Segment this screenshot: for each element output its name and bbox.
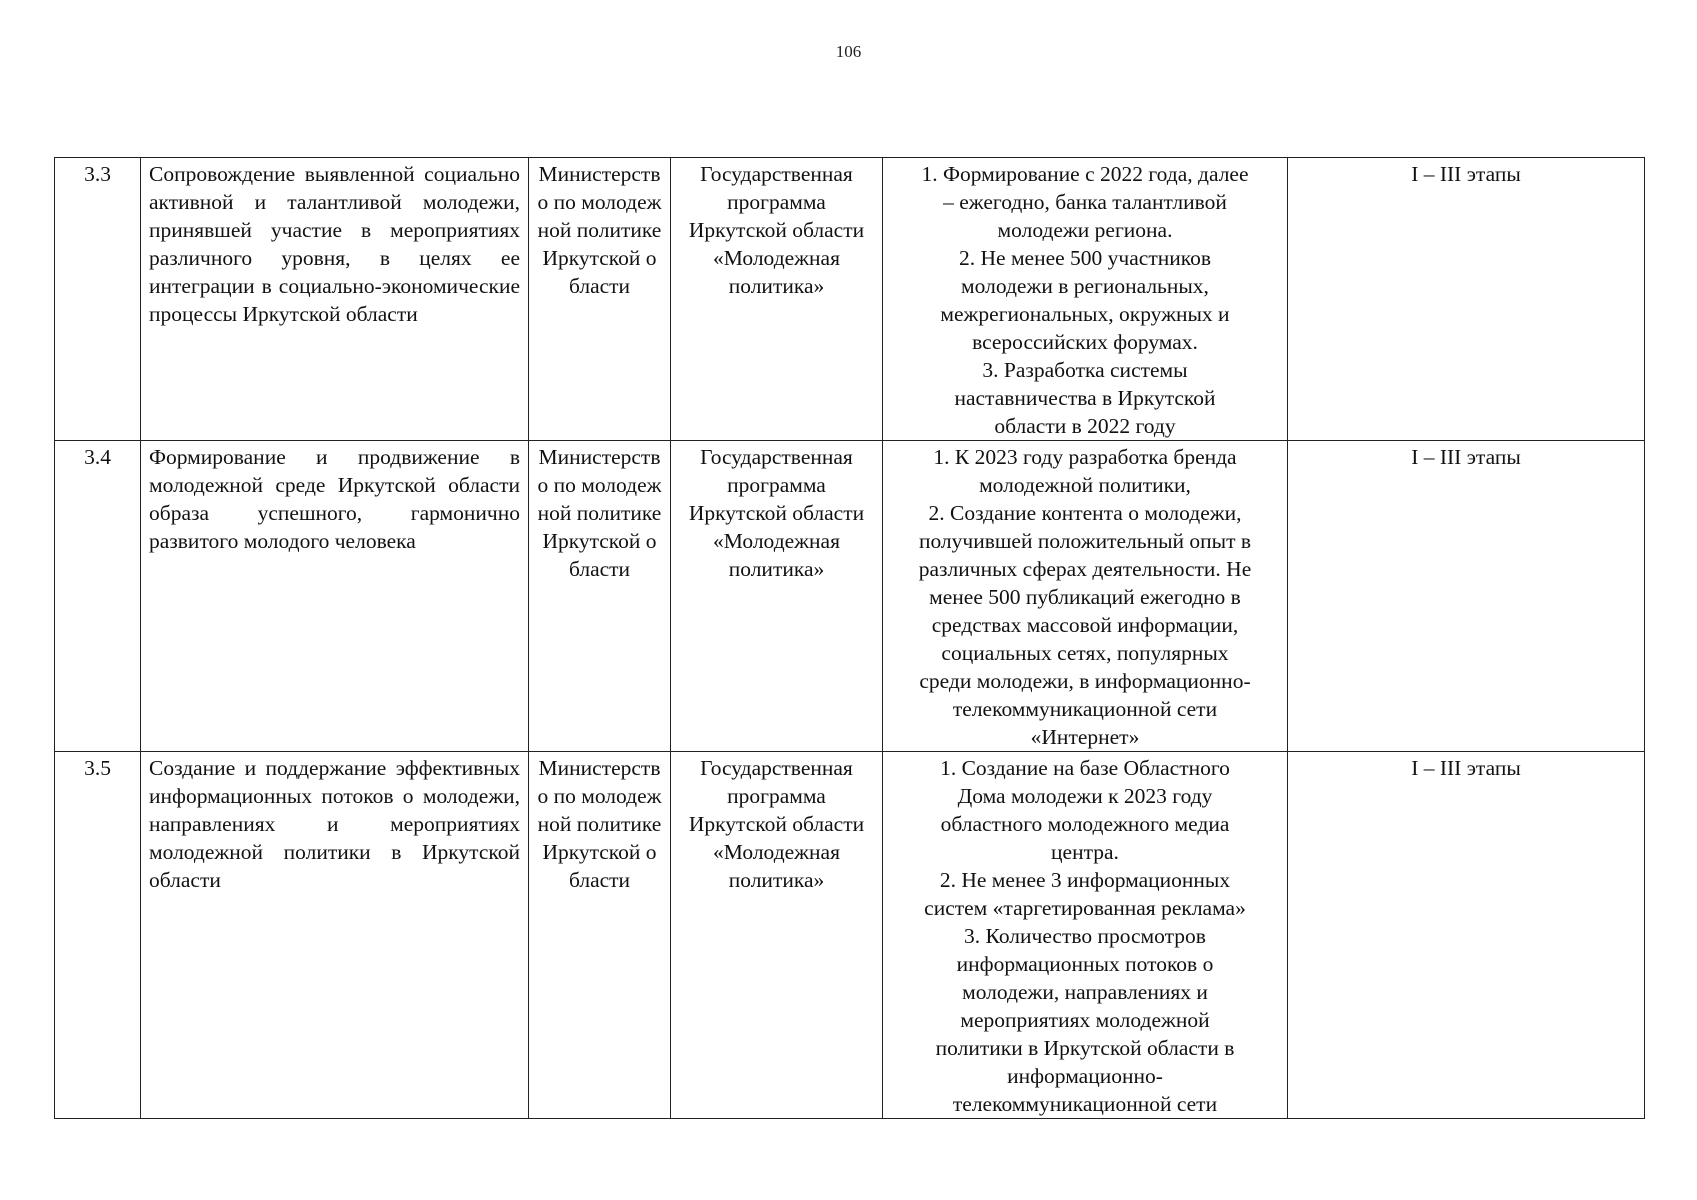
result-line: политики в Иркутской области в <box>935 1036 1235 1060</box>
result-line: различных сферах деятельности. Не <box>918 557 1252 581</box>
result-line: 1. Создание на базе Областного <box>940 756 1230 780</box>
result-line: областного молодежного медиа <box>940 812 1230 836</box>
result-line: менее 500 публикаций ежегодно в <box>929 585 1241 609</box>
result-line: молодежи в региональных, <box>961 274 1209 298</box>
activity-cell: Сопровождение выявленной социально активной и талантливой молодежи, принявшей участие в мероприятиях различного уровня, в целях ее интеграции в социально-экономические процессы Иркутской области <box>141 158 529 441</box>
row-number-cell: 3.4 <box>55 441 141 752</box>
program-cell: Государственная программа Иркутской области «Молодежная политика» <box>671 441 883 752</box>
result-line: межрегиональных, окружных и <box>940 302 1230 326</box>
stages-cell: I – III этапы <box>1288 441 1645 752</box>
result-line: центра. <box>1051 840 1119 864</box>
result-line: 3. Количество просмотров <box>964 924 1206 948</box>
result-line: – ежегодно, банка талантливой <box>943 190 1227 214</box>
result-line: средствах массовой информации, <box>931 613 1239 637</box>
result-line: информационно- <box>1007 1064 1163 1088</box>
result-line: области в 2022 году <box>994 414 1176 438</box>
result-line: всероссийских форумах. <box>972 330 1198 354</box>
result-line: информационных потоков о <box>956 952 1214 976</box>
stages-cell: I – III этапы <box>1288 158 1645 441</box>
result-line: наставничества в Иркутской <box>954 386 1216 410</box>
result-line: 1. Формирование с 2022 года, далее <box>921 162 1249 186</box>
measures-table <box>54 157 1645 1119</box>
result-line: 2. Создание контента о молодежи, <box>928 501 1242 525</box>
result-line: «Интернет» <box>1030 725 1140 749</box>
table-row <box>55 752 1645 1119</box>
result-line: мероприятиях молодежной <box>960 1008 1210 1032</box>
results-cell <box>883 441 1288 752</box>
result-line: молодежи, направлениях и <box>962 980 1208 1004</box>
row-number-cell: 3.3 <box>55 158 141 441</box>
result-line: Дома молодежи к 2023 году <box>957 784 1213 808</box>
stages-cell: I – III этапы <box>1288 752 1645 1119</box>
result-line: 2. Не менее 3 информационных <box>939 868 1231 892</box>
result-line: 2. Не менее 500 участников <box>959 246 1211 270</box>
activity-cell: Создание и поддержание эффективных информационных потоков о молодежи, направлениях и мероприятиях молодежной политики в Иркутской области <box>141 752 529 1119</box>
result-line: социальных сетях, популярных <box>941 641 1229 665</box>
result-line: получившей положительный опыт в <box>918 529 1252 553</box>
row-number-cell: 3.5 <box>55 752 141 1119</box>
result-line: молодежи региона. <box>997 218 1173 242</box>
results-cell <box>883 158 1288 441</box>
result-line: 1. К 2023 году разработка бренда <box>933 445 1237 469</box>
table-row <box>55 441 1645 752</box>
activity-cell: Формирование и продвижение в молодежной среде Иркутской области образа успешного, гармонично развитого молодого человека <box>141 441 529 752</box>
program-cell: Государственная программа Иркутской области «Молодежная политика» <box>671 752 883 1119</box>
table-row <box>55 158 1645 441</box>
executor-cell: Министерство по молодежной политике Иркутской области <box>529 752 671 1119</box>
program-cell: Государственная программа Иркутской области «Молодежная политика» <box>671 158 883 441</box>
result-line: молодежной политики, <box>979 473 1191 497</box>
executor-cell: Министерство по молодежной политике Иркутской области <box>529 441 671 752</box>
page-number: 106 <box>835 42 862 61</box>
result-line: телекоммуникационной сети <box>952 1092 1218 1116</box>
results-cell <box>883 752 1288 1119</box>
result-line: среди молодежи, в информационно- <box>919 669 1251 693</box>
executor-cell: Министерство по молодежной политике Иркутской области <box>529 158 671 441</box>
result-line: систем «таргетированная реклама» <box>924 896 1246 920</box>
result-line: 3. Разработка системы <box>982 358 1188 382</box>
result-line: телекоммуникационной сети <box>952 697 1218 721</box>
